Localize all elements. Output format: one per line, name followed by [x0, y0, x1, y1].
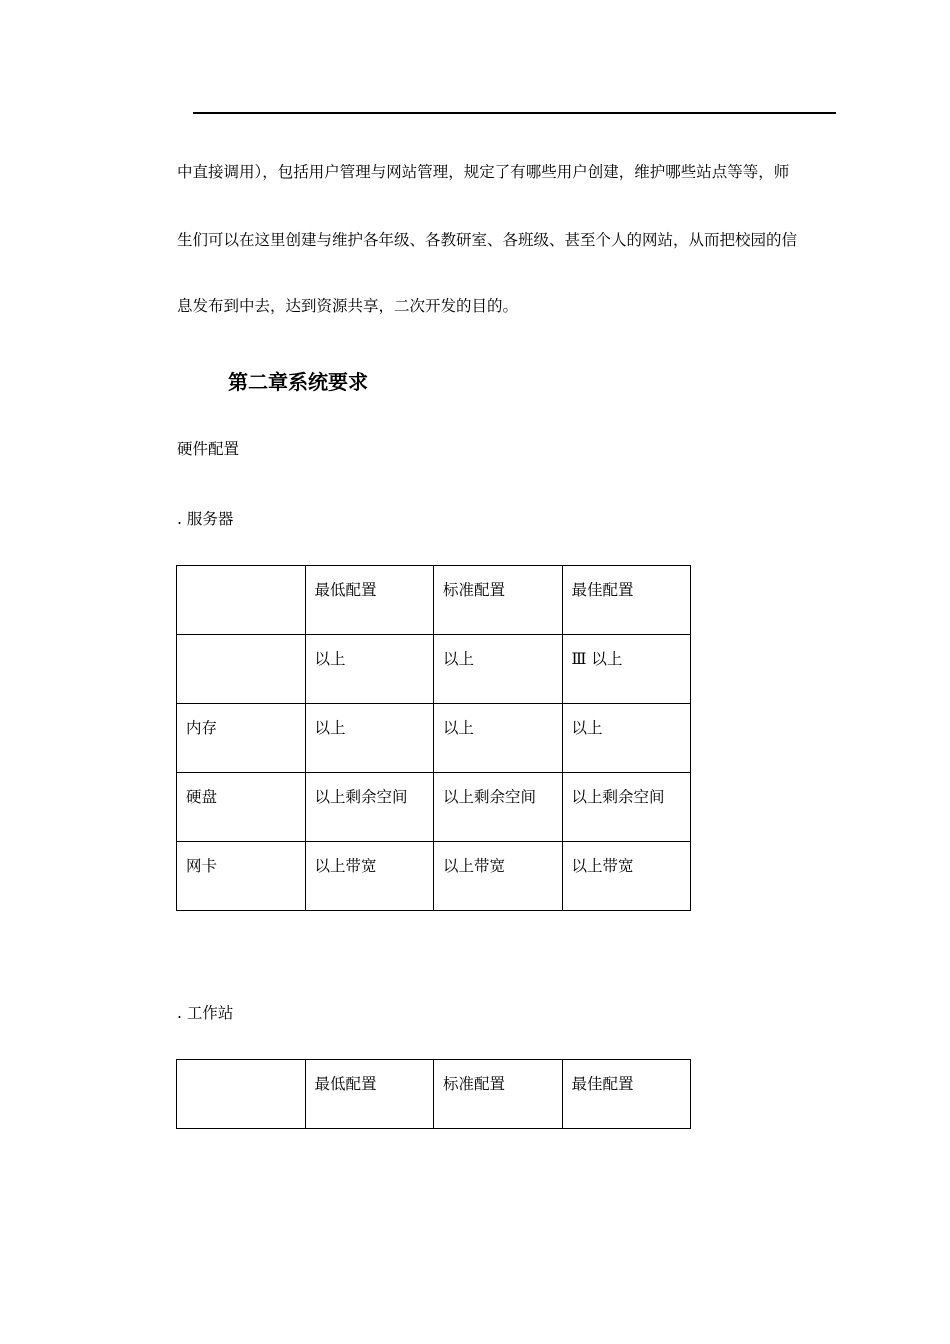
table-cell: 最佳配置	[562, 1060, 691, 1129]
section-title: 硬件配置	[177, 440, 240, 458]
table-cell: 以上	[434, 704, 563, 773]
server-spec-table	[176, 565, 691, 911]
table-cell: 标准配置	[434, 566, 563, 635]
table-row	[177, 635, 691, 704]
table-cell: 硬盘	[177, 773, 306, 842]
table-row	[177, 704, 691, 773]
table-cell: 以上	[305, 635, 434, 704]
table-cell: 以上剩余空间	[434, 773, 563, 842]
server-label: . 服务器	[177, 510, 234, 528]
table-header-row	[177, 566, 691, 635]
table-cell: 以上	[305, 704, 434, 773]
table-cell: 以上带宽	[562, 842, 691, 911]
table-cell: 网卡	[177, 842, 306, 911]
table-cell: 内存	[177, 704, 306, 773]
table-cell: 以上	[434, 635, 563, 704]
workstation-label: . 工作站	[177, 1004, 234, 1022]
table-cell	[177, 566, 306, 635]
table-cell: 最低配置	[305, 1060, 434, 1129]
workstation-spec-table	[176, 1059, 691, 1129]
table-cell: 最佳配置	[562, 566, 691, 635]
table-cell: 以上带宽	[305, 842, 434, 911]
table-cell: 最低配置	[305, 566, 434, 635]
table-cell: 以上剩余空间	[305, 773, 434, 842]
header-rule	[193, 112, 836, 114]
table-row	[177, 842, 691, 911]
table-header-row	[177, 1060, 691, 1129]
table-cell	[177, 635, 306, 704]
table-cell: 以上剩余空间	[562, 773, 691, 842]
table-cell: 以上带宽	[434, 842, 563, 911]
table-cell: 标准配置	[434, 1060, 563, 1129]
chapter-title: 第二章系统要求	[228, 370, 368, 394]
table-cell: 以上	[562, 704, 691, 773]
paragraph-line-2: 生们可以在这里创建与维护各年级、各教研室、各班级、甚至个人的网站，从而把校园的信	[177, 231, 798, 249]
table-row	[177, 773, 691, 842]
table-cell: Ⅲ 以上	[562, 635, 691, 704]
paragraph-line-1: 中直接调用），包括用户管理与网站管理，规定了有哪些用户创建，维护哪些站点等等，师	[177, 163, 790, 181]
table-cell	[177, 1060, 306, 1129]
paragraph-line-3: 息发布到中去，达到资源共享，二次开发的目的。	[177, 297, 519, 315]
